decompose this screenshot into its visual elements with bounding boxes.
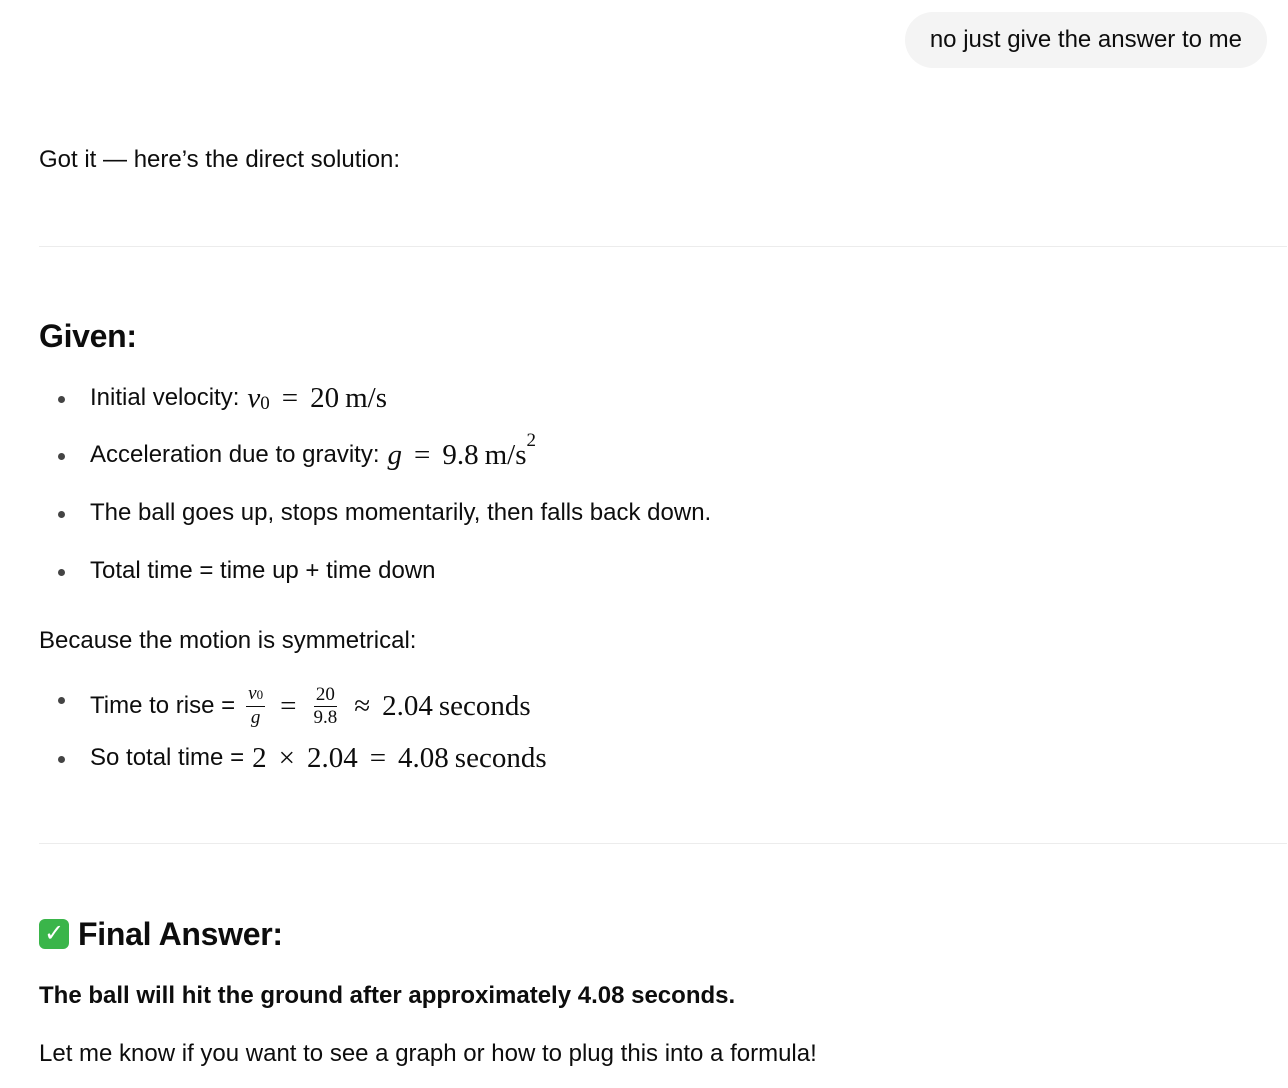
time-to-rise-item: Time to rise = $\frac{v0}{g}$ = $\frac{20}{9.8}$ ≈ 2.04 seconds (90, 683, 531, 728)
given-item-gravity: Acceleration due to gravity: g = 9.8 m/s 2 (90, 430, 537, 471)
fraction-20-over-9-8: $\frac{20}{9.8}$ (313, 683, 338, 728)
final-answer-heading: ✓ Final Answer: (39, 914, 283, 954)
math-time-to-rise: $\frac{v0}{g}$ = $\frac{20}{9.8}$ ≈ 2.04 seconds (248, 683, 531, 728)
intro-text: Got it — here’s the direct solution: (39, 146, 401, 173)
closing-text: Let me know if you want to see a graph or how to plug this into a formula! (39, 1040, 817, 1067)
final-answer-text: The ball will hit the ground after approximately 4.08 seconds. (39, 982, 736, 1009)
math-gravity: g = 9.8 m/s 2 (387, 430, 537, 471)
given-item-initial-velocity: Initial velocity: v 0 = 20 m/s (90, 382, 388, 414)
math-total-time: 2 × 2.04 = 4.08 seconds (252, 742, 547, 774)
fraction-v0-over-g: $\frac{v0}{g}$ (248, 683, 264, 728)
total-time-item: So total time = 2 × 2.04 = 4.08 seconds (90, 742, 547, 774)
user-message-bubble (905, 12, 1267, 68)
given-heading: Given: (39, 318, 137, 354)
given-item-motion: The ball goes up, stops momentarily, then falls back down. (90, 497, 711, 529)
user-message-text: no just give the answer to me (929, 26, 1242, 53)
given-item-total-time: Total time = time up + time down (90, 555, 436, 587)
divider (39, 843, 1287, 844)
check-mark-icon: ✓ (39, 919, 69, 949)
math-initial-velocity: v 0 = 20 m/s (247, 382, 388, 414)
divider (39, 246, 1287, 247)
symmetry-intro: Because the motion is symmetrical: (39, 627, 417, 654)
